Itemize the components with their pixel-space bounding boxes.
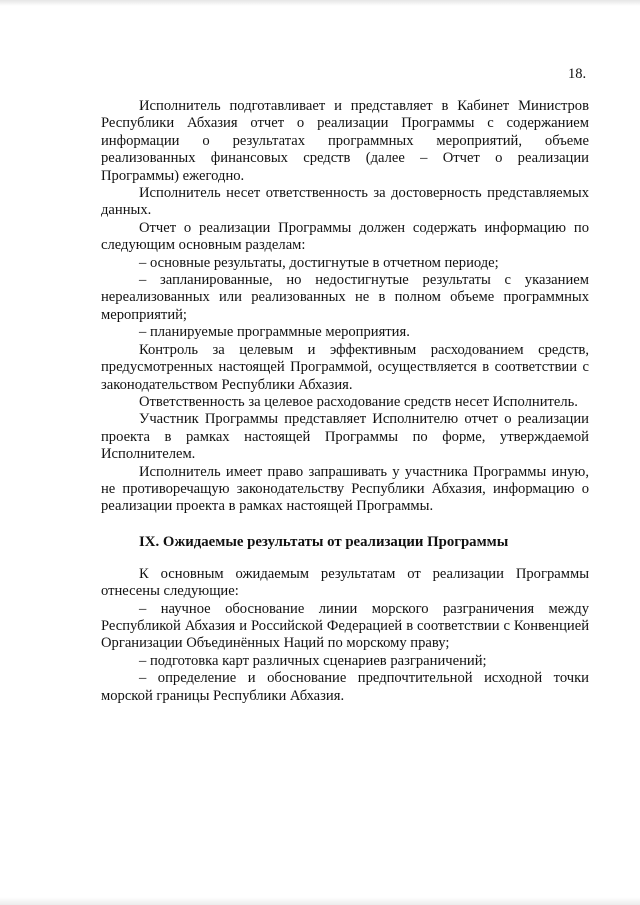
page-number: 18. xyxy=(568,66,587,82)
paragraph-report-contents: Отчет о реализации Программы должен содержать информацию по следующим основным разделам: xyxy=(101,219,589,254)
paragraph-expected-results-intro: К основным ожидаемым результатам от реализации Программы отнесены следующие: xyxy=(101,565,589,600)
scan-edge-bottom xyxy=(0,897,640,905)
paragraph-spending-responsibility: Ответственность за целевое расходование средств несет Исполнитель. xyxy=(139,393,578,410)
list-item-planned-activities: – планируемые программные мероприятия. xyxy=(139,324,410,341)
document-body xyxy=(101,98,589,705)
paragraph-responsibility: Исполнитель несет ответственность за достоверность представляемых данных. xyxy=(101,185,589,219)
section-heading: IX. Ожидаемые результаты от реализации Программы xyxy=(139,533,509,550)
scan-edge-top xyxy=(0,0,640,6)
list-item-map-preparation: – подготовка карт различных сценариев разграничений; xyxy=(139,652,487,669)
paragraph-information-request: Исполнитель имеет право запрашивать у участника Программы иную, не противоречащую законодательству Республики Абхазия, информацию о реализации проекта в рамках настоящей Программы. xyxy=(101,463,589,515)
list-item-main-results: – основные результаты, достигнутые в отчетном периоде; xyxy=(139,254,499,271)
list-item-unachieved-results: – запланированные, но недостигнутые результаты с указанием нереализованных или реализованных не в полном объеме программных мероприятий; xyxy=(101,272,589,323)
list-item-base-point-definition: – определение и обоснование предпочтительной исходной точки морской границы Республики Абхазия. xyxy=(101,670,589,704)
paragraph-participant-report: Участник Программы представляет Исполнителю отчет о реализации проекта в рамках настоящей Программы по форме, утверждаемой Исполнителем. xyxy=(101,411,589,463)
paragraph-report-preparation: Исполнитель подготавливает и представляет в Кабинет Министров Республики Абхазия отчет о реализации Программы с содержанием информации о результатах программных мероприятий, объеме реализованных финансовых средств (далее – Отчет о реализации Программы) ежегодно. xyxy=(101,98,589,184)
paragraph-spending-control: Контроль за целевым и эффективным расходованием средств, предусмотренных настоящей Программой, осуществляется в соответствии с законодательством Республики Абхазия. xyxy=(101,341,589,393)
list-item-scientific-justification: – научное обоснование линии морского разграничения между Республикой Абхазия и Российской Федерацией в соответствии с Конвенцией Организации Объединённых Наций по морскому праву; xyxy=(101,600,589,652)
